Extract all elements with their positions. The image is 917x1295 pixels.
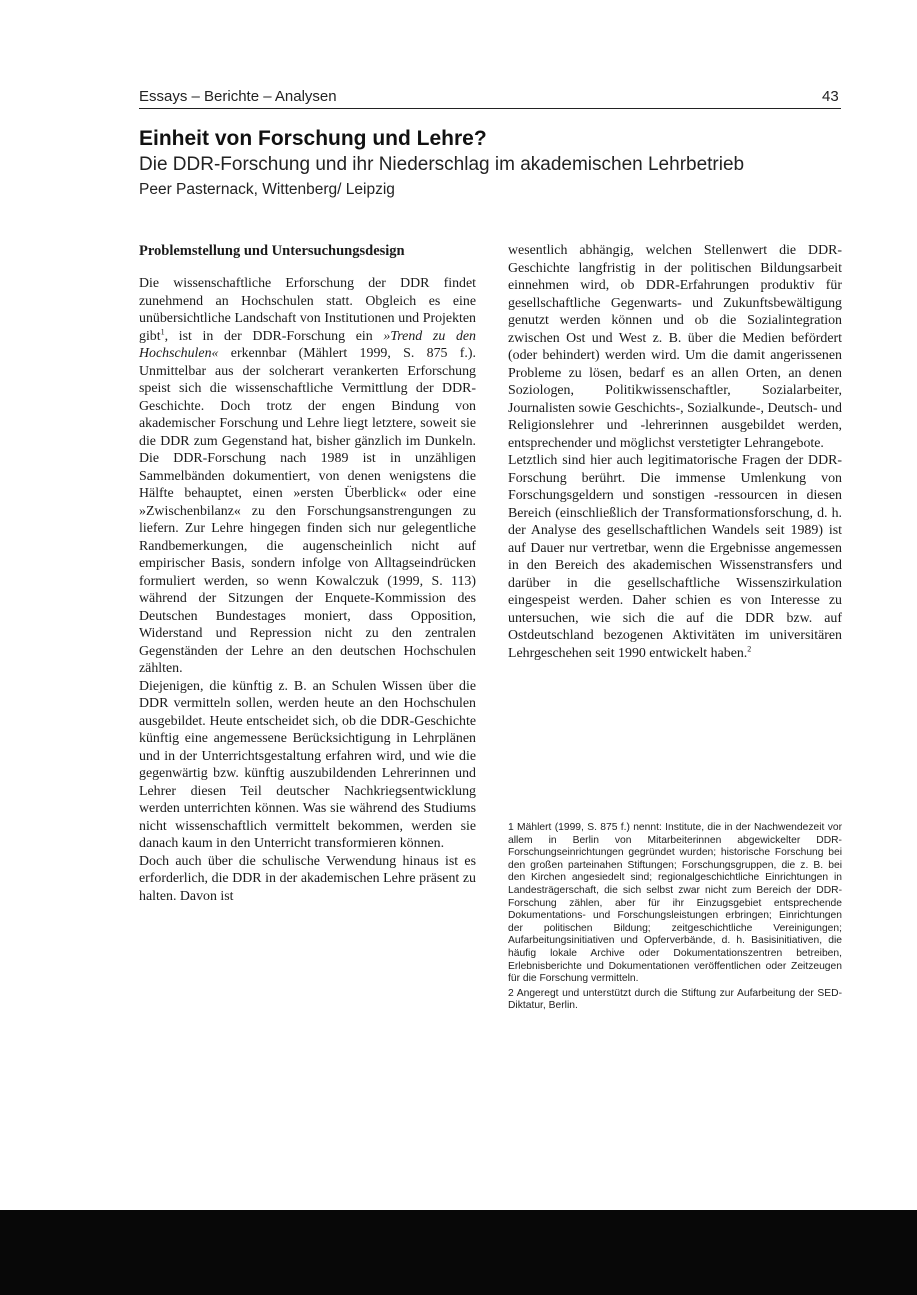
paragraph-2: Diejenigen, die künftig z. B. an Schulen Wissen über die DDR vermitteln sollen, werden heute an den Hochschulen ausgebildet. Heute entscheidet sich, ob die DDR-Geschichte künftig eine angemessene Berücksichtigung in Lehrplänen und in der Unterrichtsgestaltung erfahren wird, und wie die gegenwärtig bzw. künftig auszubildenden Lehrerinnen und Lehrer diesen Teil deutscher Nachkriegsentwicklung werden unterrichten können. Was sie während des Studiums nicht wissenschaftlich vermittelt bekommen, werden sie danach kaum in den Unterricht transformieren können.	[139, 678, 476, 851]
footnotes	[508, 822, 842, 1013]
article-title: Einheit von Forschung und Lehre?	[139, 127, 487, 150]
quoted-trend: »Trend zu den Hochschulen«	[139, 328, 477, 361]
left-column	[139, 242, 476, 905]
paragraph-1	[139, 275, 476, 678]
article-subtitle: Die DDR-Forschung und ihr Niederschlag im akademischen Lehrbetrieb	[139, 154, 745, 175]
paragraph-1-part-c: erkennbar (Mählert 1999, S. 875 f.). Unmittelbar aus der solcherart verankerten Erforschung speist sich die wissenschaftliche Vermittlung der DDR-Geschichte. Doch trotz der engen Bindung von akademischer Forschung und Lehre liegt letztere, soweit sie die DDR zum Gegenstand hat, bisher gänzlich im Dunkeln. Die DDR-Forschung nach 1989 ist in unzähligen Sammelbänden dokumentiert, von denen wenigstens die Hälfte behauptet, einen »ersten Überblick« oder eine »Zwischenbilanz« zu den Forschungsanstrengungen zu liefern. Zur Lehre hingegen finden sich nur gelegentliche Randbemerkungen, die augenscheinlich nicht auf empirischer Basis, sondern infolge von Alltagseindrücken formuliert werden, so wenn Kowalczuk (1999, S. 113) während der Sitzungen der Enquete-Kommission des Deutschen Bundestages moniert, dass Opposition, Widerstand und Repression nicht zu den zentralen Gegenständen der Lehre an den deutschen Hochschulen zählten.	[139, 346, 476, 676]
running-header-section: Essays – Berichte – Analysen	[139, 88, 337, 105]
paragraph-1-part-b: , ist in der DDR-Forschung ein	[164, 328, 384, 344]
paragraph-4: wesentlich abhängig, welchen Stellenwert die DDR-Geschichte langfristig in der politischen Bildungsarbeit einnehmen wird, ob DDR-Erfahrungen produktiv für gesellschaftliche Gegenwarts- und Zukunftsbewältigung genutzt werden können und ob die Sozialintegration zwischen Ost und West z. B. über die Medien befördert (oder behindert) werden wird. Um die damit angerissenen Probleme zu lösen, bedarf es an allen Orten, an denen Soziologen, Politikwissenschaftler, Sozialarbeiter, Journalisten sowie Geschichts-, Sozialkunde-, Deutsch- und Religionslehrer und -lehrerinnen ausgebildet werden, entsprechender und möglichst verstetigter Lehrangebote.	[508, 243, 842, 451]
section-heading: Problemstellung und Untersuchungsdesign	[139, 243, 405, 259]
scan-border-bottom	[0, 1210, 917, 1295]
right-column	[508, 242, 842, 662]
paragraph-3: Doch auch über die schulische Verwendung hinaus ist es erforderlich, die DDR in der akademischen Lehre präsent zu halten. Davon ist	[139, 853, 476, 904]
paragraph-5-text: Letztlich sind hier auch legitimatorische Fragen der DDR-Forschung berührt. Die immense Umlenkung von Forschungsgeldern und sonstigen -ressourcen in diesen Bereich (einschließlich der Transformationsforschung, d. h. der Analyse des gesellschaftlichen Wandels seit 1989) ist auf Dauer nur vertretbar, wenn die Ergebnisse angemessen in den Bereich des akademischen Wissenstransfers und darüber in die gesellschaftliche Wissenszirkulation eingespeist werden. Daher schien es von Interesse zu untersuchen, wie sich die auf die DDR bzw. auf Ostdeutschland bezogenen Aktivitäten im universitären Lehrgeschehen seit 1990 entwickelt haben.	[508, 453, 842, 661]
paragraph-5	[508, 452, 842, 662]
footnote-ref-1: 1	[160, 326, 165, 336]
footnote-2: 2 Angeregt und unterstützt durch die Stiftung zur Aufarbeitung der SED-Diktatur, Berlin.	[508, 987, 842, 1012]
header-rule	[139, 108, 841, 109]
page-number: 43	[822, 88, 839, 105]
article-author: Peer Pasternack, Wittenberg/ Leipzig	[139, 181, 395, 198]
footnote-ref-2: 2	[747, 643, 752, 653]
paragraph-1-part-a: Die wissenschaftliche Erforschung der DDR findet zunehmend an Hochschulen statt. Obgleich es eine unübersichtliche Landschaft von Institutionen und Projekten gibt	[139, 276, 476, 344]
footnote-1: 1 Mählert (1999, S. 875 f.) nennt: Institute, die in der Nachwendezeit vor allem in Berlin von Mitarbeiterinnen abgewickelter DDR-Forschungseinrichtungen gegründet wurden; historische Forschung bei den großen parteinahen Stiftungen; Forschungsgruppen, die z. B. bei den Kirchen angesiedelt sind; regionalgeschichtliche Einrichtungen in Landesträgerschaft, die sich selbst zwar nicht zum Bereich der DDR-Forschung zählen, aber für ihr Einzugsgebiet entsprechende Dokumentations- und Forschungsleistungen erbringen; Einrichtungen der politischen Bildung; zeitgeschichtliche Vereinigungen; Aufarbeitungsinitiativen und Opferverbände, d. h. Basisinitiativen, die häufig lokale Archive oder Dokumentationszentren betreiben, Erlebnisberichte und Dokumentationen veröffentlichen oder Zeitzeugen für die Forschung vermitteln.	[508, 822, 842, 985]
